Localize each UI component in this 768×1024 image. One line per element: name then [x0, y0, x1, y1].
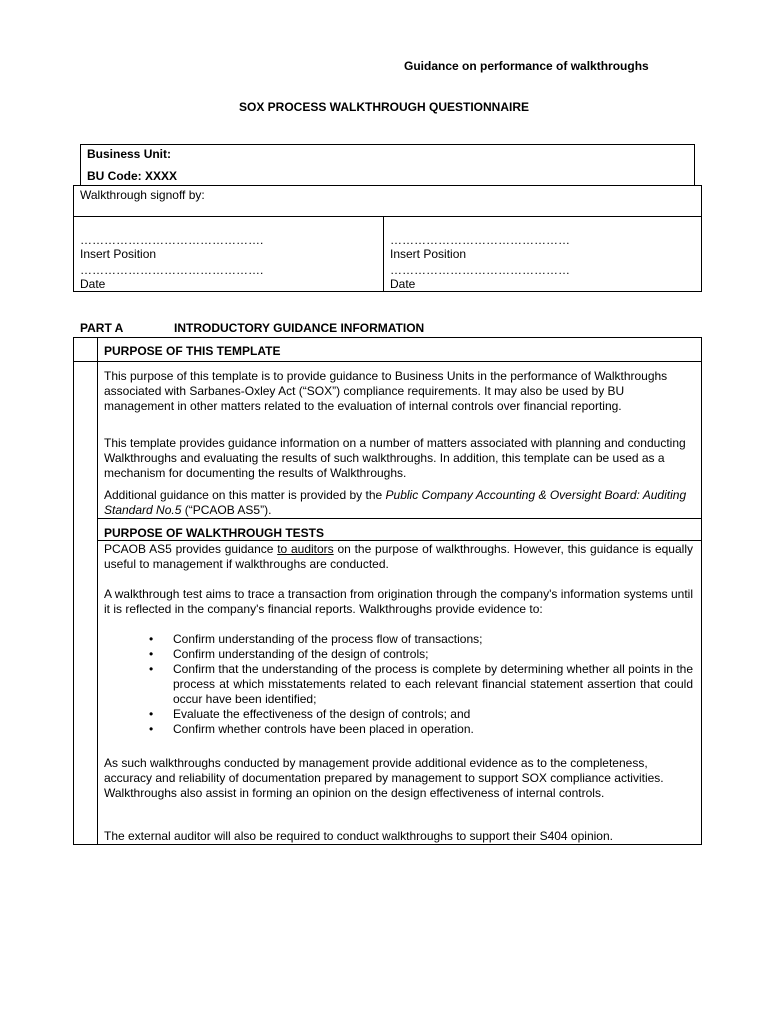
- underlined-phrase: to auditors: [277, 542, 334, 556]
- section2-paragraph-1-text: PCAOB AS5 provides guidance: [104, 542, 278, 556]
- section1-paragraph-3-end: (“PCAOB AS5”).: [181, 503, 272, 517]
- part-title: INTRODUCTORY GUIDANCE INFORMATION: [174, 321, 425, 335]
- signature-line: ……………………………………….: [80, 233, 264, 247]
- signature-line: ………………………………………: [390, 233, 570, 247]
- row-divider: [97, 518, 701, 519]
- section-heading-purpose-template: PURPOSE OF THIS TEMPLATE: [104, 344, 281, 358]
- section2-paragraph-1-end: on the purpose of walkthroughs. However, this guidance is equally useful to management if walkthroughs are conducted.: [104, 542, 693, 571]
- row-divider: [97, 540, 701, 541]
- date-line: ……………………………………….: [80, 263, 264, 277]
- row-divider: [74, 361, 701, 362]
- section1-paragraph-3-text: Additional guidance on this matter is provided by the: [104, 488, 386, 502]
- section1-paragraph-1: This purpose of this template is to provide guidance to Business Units in the performance of Walkthroughs associated with Sarbanes-Oxley Act (“SOX”) compliance requirements. It may also be used by BU management in other matters related to the evaluation of internal controls over financial reporting.: [104, 369, 668, 413]
- insert-position-label: Insert Position: [390, 247, 467, 261]
- document-title: SOX PROCESS WALKTHROUGH QUESTIONNAIRE: [238, 100, 530, 114]
- list-item: • Evaluate the effectiveness of the design of controls; and: [104, 707, 693, 722]
- section-heading-walkthrough-tests: PURPOSE OF WALKTHROUGH TESTS: [104, 526, 325, 540]
- pcaob-standard-title: Public Company Accounting & Oversight Board: Auditing Standard No.5: [104, 488, 687, 517]
- section1-paragraph-2: This template provides guidance information on a number of matters associated with planning and conducting Walkthroughs and evaluating the results of such walkthroughs. In addition, this template can be used as a mechanism for documenting the results of Walkthroughs.: [104, 436, 686, 480]
- column-divider: [97, 338, 98, 844]
- list-item: • Confirm understanding of the process flow of transactions;: [104, 632, 693, 647]
- section1-paragraph-3: [104, 488, 693, 518]
- list-item: • Confirm understanding of the design of controls;: [104, 647, 693, 662]
- part-label: PART A: [80, 321, 124, 335]
- evidence-bullet-list: [104, 632, 693, 737]
- date-label: Date: [80, 277, 106, 291]
- date-label: Date: [390, 277, 416, 291]
- list-item: • Confirm that the understanding of the process is complete by determining whether all points in the process at which misstatements related to each relevant financial statement assertion that could occur have been identified;: [104, 662, 693, 707]
- section2-paragraph-3: As such walkthroughs conducted by management provide additional evidence as to the completeness, accuracy and reliability of documentation prepared by management to support SOX compliance activities. Walkthroughs also assist in forming an opinion on the design effectiveness of internal controls.: [104, 756, 664, 800]
- document-guidance-header: Guidance on performance of walkthroughs: [404, 59, 649, 73]
- section2-paragraph-2: A walkthrough test aims to trace a transaction from origination through the company's information systems until it is reflected in the company's financial reports. Walkthroughs provide evidence to:: [104, 587, 693, 616]
- insert-position-label: Insert Position: [80, 247, 157, 261]
- date-line: ………………………………………: [390, 263, 570, 277]
- signoff-right-cell: [384, 217, 701, 292]
- signoff-left-cell: [74, 217, 384, 292]
- business-unit-box: [80, 144, 695, 186]
- bu-code-label: BU Code: XXXX: [87, 169, 178, 183]
- section2-paragraph-4: The external auditor will also be required to conduct walkthroughs to support their S404 opinion.: [104, 829, 613, 843]
- business-unit-label: Business Unit:: [87, 147, 172, 161]
- signoff-label: Walkthrough signoff by:: [80, 188, 205, 202]
- list-item: • Confirm whether controls have been placed in operation.: [104, 722, 693, 737]
- signoff-table: [73, 185, 702, 292]
- section2-paragraph-1: [104, 542, 693, 572]
- guidance-table: [73, 337, 702, 845]
- signoff-header-row: [74, 186, 701, 217]
